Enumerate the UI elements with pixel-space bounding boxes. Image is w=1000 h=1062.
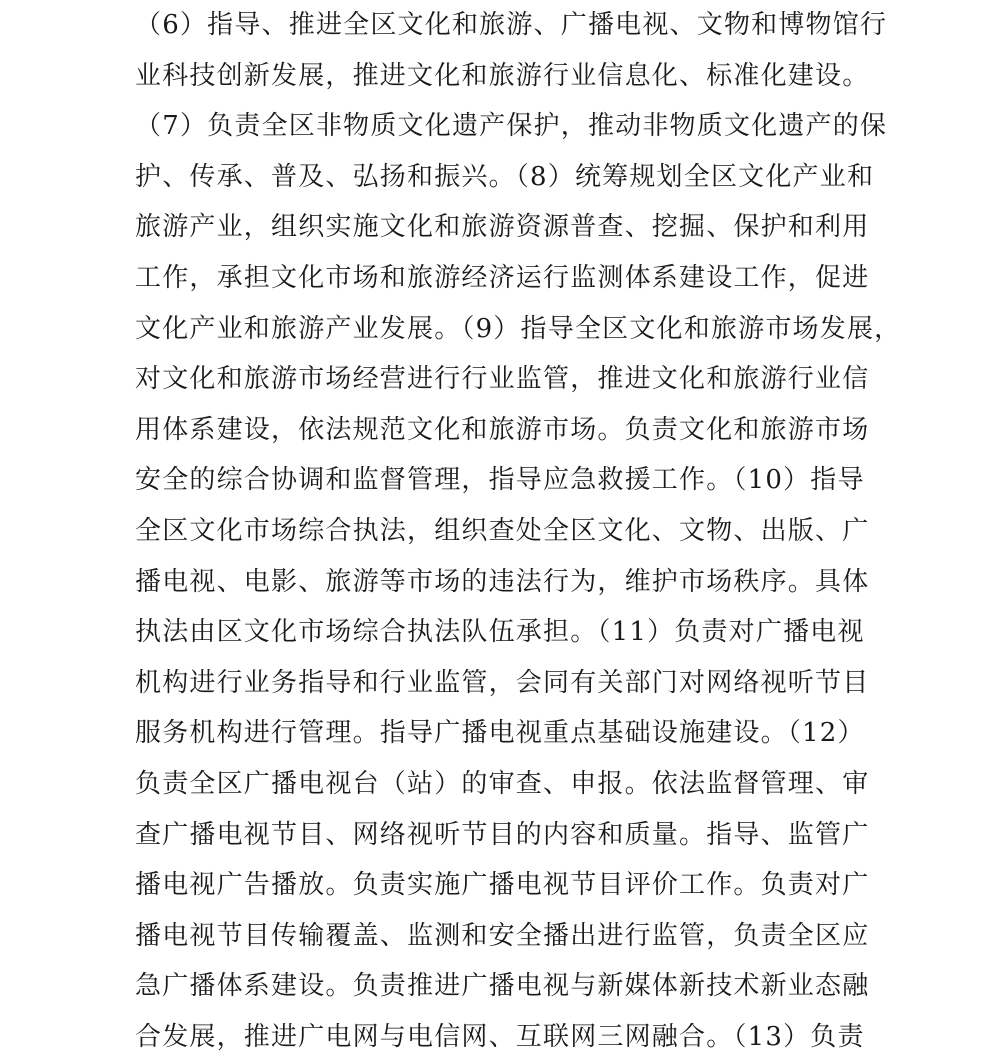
text-line: 对文化和旅游市场经营进行行业监管，推进文化和旅游行业信 xyxy=(135,364,870,395)
text-line: 急广播体系建设。负责推进广播电视与新媒体新技术新业态融 xyxy=(135,971,870,1002)
text-line: 用体系建设，依法规范文化和旅游市场。负责文化和旅游市场 xyxy=(135,414,870,445)
text-line: 播电视节目传输覆盖、监测和安全播出进行监管，负责全区应 xyxy=(135,920,870,951)
text-line: （7）负责全区非物质文化遗产保护，推动非物质文化遗产的保 xyxy=(135,111,888,142)
text-line: 机构进行业务指导和行业监管，会同有关部门对网络视听节目 xyxy=(135,667,870,698)
text-line: 合发展，推进广电网与电信网、互联网三网融合。（13）负责 xyxy=(135,1021,865,1052)
text-line: 服务机构进行管理。指导广播电视重点基础设施建设。（12） xyxy=(135,718,865,749)
text-line: 查广播电视节目、网络视听节目的内容和质量。指导、监管广 xyxy=(135,819,870,850)
text-line: （6）指导、推进全区文化和旅游、广播电视、文物和博物馆行 xyxy=(135,10,888,40)
text-line: 全区文化市场综合执法，组织查处全区文化、文物、出版、广 xyxy=(135,515,870,546)
text-line: 业科技创新发展，推进文化和旅游行业信息化、标准化建设。 xyxy=(135,60,870,91)
text-line: 旅游产业，组织实施文化和旅游资源普查、挖掘、保护和利用 xyxy=(135,212,870,243)
text-line: 负责全区广播电视台（站）的审查、申报。依法监督管理、审 xyxy=(135,768,870,799)
text-line: 播电视广告播放。负责实施广播电视节目评价工作。负责对广 xyxy=(135,870,870,901)
text-line: 护、传承、普及、弘扬和振兴。（8）统筹规划全区文化产业和 xyxy=(135,161,875,192)
text-line: 工作，承担文化市场和旅游经济运行监测体系建设工作，促进 xyxy=(135,262,870,293)
text-line: 安全的综合协调和监督管理，指导应急救援工作。（10）指导 xyxy=(135,465,865,496)
text-line: 文化产业和旅游产业发展。（9）指导全区文化和旅游市场发展， xyxy=(135,313,902,344)
text-line: 执法由区文化市场综合执法队伍承担。（11）负责对广播电视 xyxy=(135,617,865,648)
body-text xyxy=(135,0,902,1062)
text-line: 播电视、电影、旅游等市场的违法行为，维护市场秩序。具体 xyxy=(135,566,870,597)
